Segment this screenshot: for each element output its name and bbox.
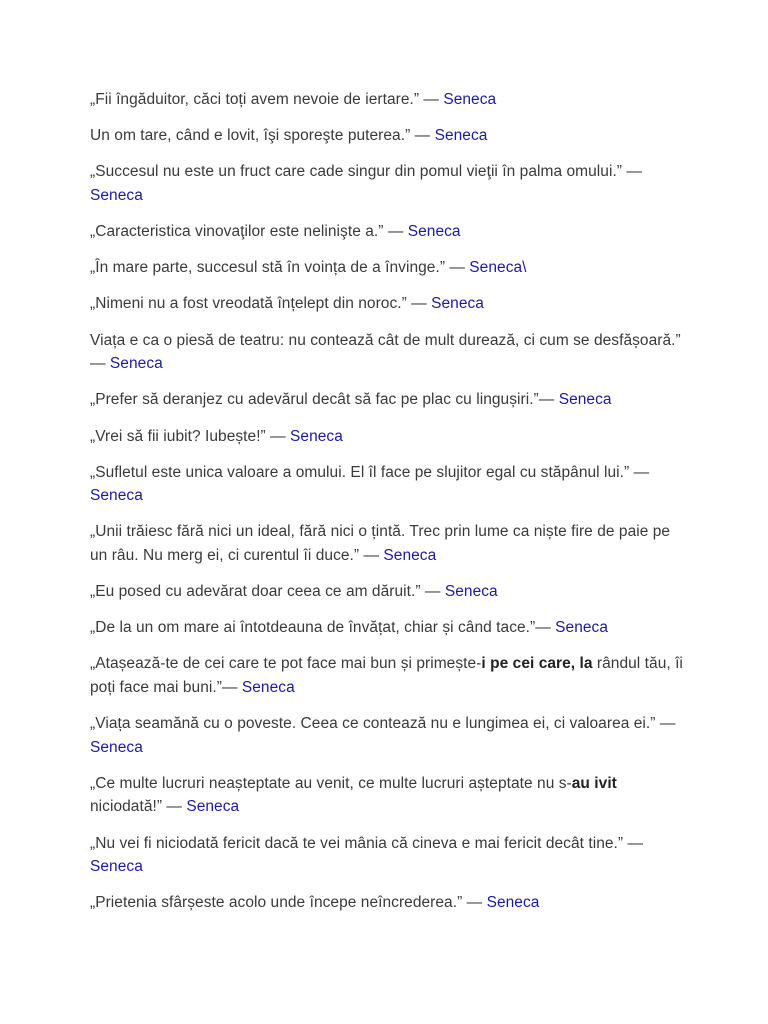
quote-item bbox=[90, 580, 690, 604]
quote-item bbox=[90, 292, 690, 316]
quote-text: „Eu posed cu adevărat doar ceea ce am dăruit.” — bbox=[90, 583, 445, 601]
quote-author: Seneca bbox=[486, 894, 540, 912]
quote-author: Seneca bbox=[558, 391, 612, 409]
quote-text: „Fii îngăduitor, căci toți avem nevoie de iertare.” — bbox=[90, 91, 444, 108]
quote-author: Seneca bbox=[431, 295, 484, 313]
quote-text: „Viața seamănă cu o poveste. Ceea ce contează nu e lungimea ei, ci valoarea ei.” — bbox=[90, 715, 676, 733]
quote-text: „Atașează-te de cei care te pot face mai bun și primește- bbox=[90, 655, 482, 673]
quote-text: „Caracteristica vinovaţilor este nelinişte a.” — bbox=[90, 223, 408, 241]
quote-author: Seneca bbox=[90, 186, 143, 204]
quote-text: „Succesul nu este un fruct care cade singur din pomul vieţii în palma omului.” — bbox=[90, 163, 642, 181]
quote-text: „Vrei să fii iubit? Iubește!” — bbox=[90, 427, 291, 445]
quote-item bbox=[90, 256, 690, 280]
quote-author: Seneca bbox=[90, 487, 143, 505]
quote-text: Un om tare, când e lovit, îşi sporeşte puterea.” — bbox=[90, 127, 435, 145]
quote-author: Seneca bbox=[90, 738, 143, 756]
quote-item bbox=[90, 160, 690, 207]
quote-item bbox=[90, 832, 690, 879]
quote-author: Seneca bbox=[186, 798, 240, 816]
quote-item bbox=[90, 712, 690, 759]
quote-item bbox=[90, 652, 690, 699]
quote-text: „Ce multe lucruri neașteptate au venit, ce multe lucruri așteptate nu s- bbox=[90, 774, 572, 792]
quote-item bbox=[90, 220, 690, 244]
quote-author: Seneca bbox=[90, 858, 143, 875]
quote-text: „Unii trăiesc fără nici un ideal, fără nici o țintă. Trec prin lume ca niște fire de paie pe un râu. Nu merg ei, ci curentul îi duce.” — bbox=[90, 523, 671, 564]
quote-item bbox=[90, 329, 690, 376]
quote-text-continued: niciodată!” — bbox=[90, 798, 187, 816]
quotes-page bbox=[90, 88, 690, 927]
quote-item bbox=[90, 616, 690, 640]
quote-item bbox=[90, 772, 690, 819]
quote-item bbox=[90, 891, 690, 915]
quote-trailing-mark: \ bbox=[522, 259, 527, 277]
quote-bold-text: au ivit bbox=[571, 774, 617, 792]
quote-text: „Prietenia sfârșeste acolo unde începe neîncrederea.” — bbox=[90, 894, 487, 912]
quote-author: Seneca bbox=[555, 619, 609, 637]
quote-text: Viața e ca o piesă de teatru: nu contează cât de mult durează, ci cum se desfășoară.” — bbox=[90, 331, 681, 373]
quote-item bbox=[90, 124, 690, 148]
quote-author: Seneca bbox=[407, 223, 461, 241]
quote-text: „În mare parte, succesul stă în voința de a învinge.” — bbox=[90, 259, 470, 277]
quote-item bbox=[90, 425, 690, 449]
quote-item bbox=[90, 461, 690, 508]
quote-text: „Sufletul este unica valoare a omului. El îl face pe slujitor egal cu stăpânul lui.” — bbox=[90, 463, 650, 481]
quote-text: „De la un om mare ai întotdeauna de învățat, chiar și când tace.”— bbox=[90, 619, 556, 637]
quote-text: „Nu vei fi niciodată fericit dacă te vei mânia că cineva e mai fericit decât tine.” — bbox=[90, 834, 644, 852]
quote-text: „Nimeni nu a fost vreodată înțelept din noroc.” — bbox=[90, 295, 432, 313]
quote-text-continued: rândul tău, îi poți face mai buni.”— bbox=[90, 655, 683, 696]
quote-text: „Prefer să deranjez cu adevărul decât să fac pe plac cu lingușiri.”— bbox=[90, 391, 559, 409]
quote-item bbox=[90, 88, 690, 112]
quote-author: Seneca bbox=[383, 546, 437, 564]
quote-author: Seneca bbox=[434, 127, 488, 145]
quote-author: Seneca bbox=[241, 678, 295, 696]
quote-author: Seneca bbox=[444, 583, 498, 601]
quote-author: Seneca bbox=[290, 427, 343, 445]
quote-item bbox=[90, 388, 690, 412]
quote-author: Seneca bbox=[469, 259, 523, 277]
quote-author: Seneca bbox=[109, 355, 163, 373]
quote-item bbox=[90, 520, 690, 567]
quote-bold-text: i pe cei care, la bbox=[481, 655, 593, 673]
quote-author: Seneca bbox=[443, 91, 497, 108]
